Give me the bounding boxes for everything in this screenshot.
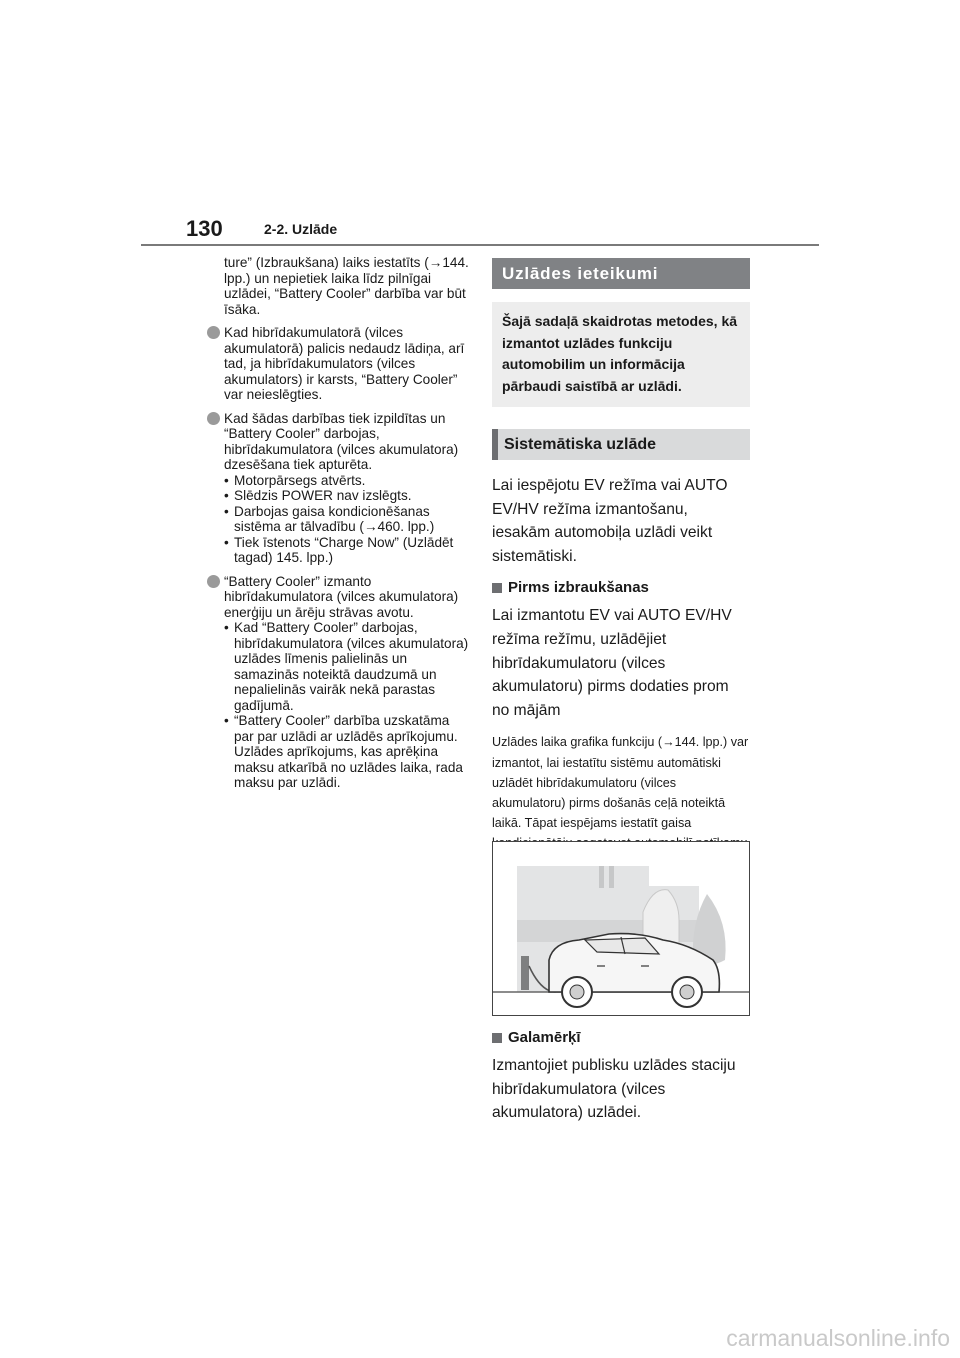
page-header: [186, 212, 820, 246]
sub-list-item: [204, 713, 472, 791]
bullet-item: [204, 574, 472, 621]
car-charging-at-home-icon: [493, 842, 749, 1015]
sub-list-text: Slēdzis POWER nav izslēgts.: [234, 488, 412, 503]
intro-box: Šajā sadaļā skaidrotas metodes, kā izmantot uzlādes funkciju automobilim un informācija pārbaudi saistībā ar uzlādi.: [492, 302, 750, 407]
sub-heading-text: Galamērķī: [508, 1029, 581, 1046]
watermark: carmanualsonline.info: [726, 1325, 950, 1351]
sub-list-item: [204, 473, 472, 489]
bullet-item: [204, 411, 472, 473]
sub-list-item: [204, 504, 472, 535]
sub-heading-text: Pirms izbraukšanas: [508, 579, 649, 597]
sub-bullet-marker: •: [224, 713, 229, 728]
sub-title-accent: [492, 429, 498, 460]
section-title-bar: Uzlādes ieteikumi: [492, 258, 750, 289]
square-bullet-icon: [492, 1033, 502, 1043]
bullet-item: [204, 325, 472, 403]
header-divider: [141, 244, 819, 246]
sub-bullet-marker: •: [224, 620, 229, 635]
sub-list-text: Darbojas gaisa kondicionēšanas sistēma ar tālvadību (→460. lpp.): [234, 503, 435, 534]
destination-section: [492, 1018, 750, 1125]
bullet-text: Kad hibrīdakumulatorā (vilces akumulatorā) palicis nedaudz lādiņa, arī tad, ja hibrīdakumulators (vilces akumulators) ir karsts, “Battery Cooler” var neieslēgties.: [224, 325, 465, 402]
sub-heading: [492, 1028, 750, 1048]
sub-heading: [492, 578, 750, 598]
sub-bullet-marker: •: [224, 472, 229, 488]
right-column: [492, 258, 750, 874]
sub-list-text: Tiek īstenots “Charge Now” (Uzlādēt tagad) 145. lpp.): [234, 534, 454, 565]
bullet-dot-icon: [207, 575, 220, 588]
section-reference: 2-2. Uzlāde: [264, 221, 338, 237]
square-bullet-icon: [492, 583, 502, 593]
bullet-dot-icon: [207, 412, 220, 425]
sub-title-text: Sistemātiska uzlāde: [504, 436, 657, 453]
body-paragraph: Lai izmantotu EV vai AUTO EV/HV režīma režīmu, uzlādējiet hibrīdakumulatoru (vilces akumulatoru) pirms dodaties prom no mājām: [492, 607, 732, 719]
body-paragraph: Izmantojiet publisku uzlādes staciju hibrīdakumulatora (vilces akumulatora) uzlādei.: [492, 1057, 736, 1122]
sub-bullet-marker: •: [224, 534, 229, 550]
note-paragraph: Uzlādes laika grafika funkciju (→144. lpp.) var izmantot, lai iestatītu sistēmu automātiski uzlādēt hibrīdakumulatoru (vilces akumulatoru) pirms došanās ceļā noteiktā laikā. Tāpat iespējams iestatīt gaisa: [492, 735, 749, 831]
page-number: 130: [186, 216, 223, 241]
body-paragraph: Lai iespējotu EV režīma vai AUTO EV/HV režīma izmantošanu, iesakām automobiļa uzlādi veikt sistemātiski.: [492, 477, 728, 565]
home-charging-illustration: [492, 841, 750, 1016]
sub-list-text: “Battery Cooler” darbība uzskatāma par par uzlādi ar uzlādēs aprīkojumu. Uzlādes aprīkojums, kas aprēķina maksu atkarībā no uzlādes laika, rada maksu par uzlādi.: [234, 713, 463, 790]
bullet-text: Kad šādas darbības tiek izpildītas un “Battery Cooler” darbojas, hibrīdakumulatora (vilces akumulatora) dzesēšana tiek apturēta.: [224, 410, 459, 472]
sub-bullet-marker: •: [224, 488, 229, 503]
sub-list-text: Kad “Battery Cooler” darbojas, hibrīdakumulatora (vilces akumulatora) uzlādes līmenis palielinās un samazinās noteiktā daudzumā un nepalielinās vairāk nekā parastas gadījumā.: [234, 620, 469, 713]
left-column: [204, 255, 472, 791]
sub-list-item: [204, 488, 472, 504]
sub-title-bar: [492, 429, 750, 460]
sub-list-text: Motorpārsegs atvērts.: [234, 472, 366, 488]
bullet-text: “Battery Cooler” izmanto hibrīdakumulatora (vilces akumulatora) enerģiju un ārēju strāvas avotu.: [224, 573, 459, 620]
sub-list-item: [204, 620, 472, 713]
continuation-paragraph: ture” (Izbraukšana) laiks iestatīts (→144. lpp.) un nepietiek laika līdz pilnīgai uzlādei, “Battery Cooler” darbība var būt īsāka.: [224, 255, 469, 317]
sub-bullet-marker: •: [224, 503, 229, 519]
bullet-dot-icon: [207, 326, 220, 339]
sub-list-item: [204, 535, 472, 566]
